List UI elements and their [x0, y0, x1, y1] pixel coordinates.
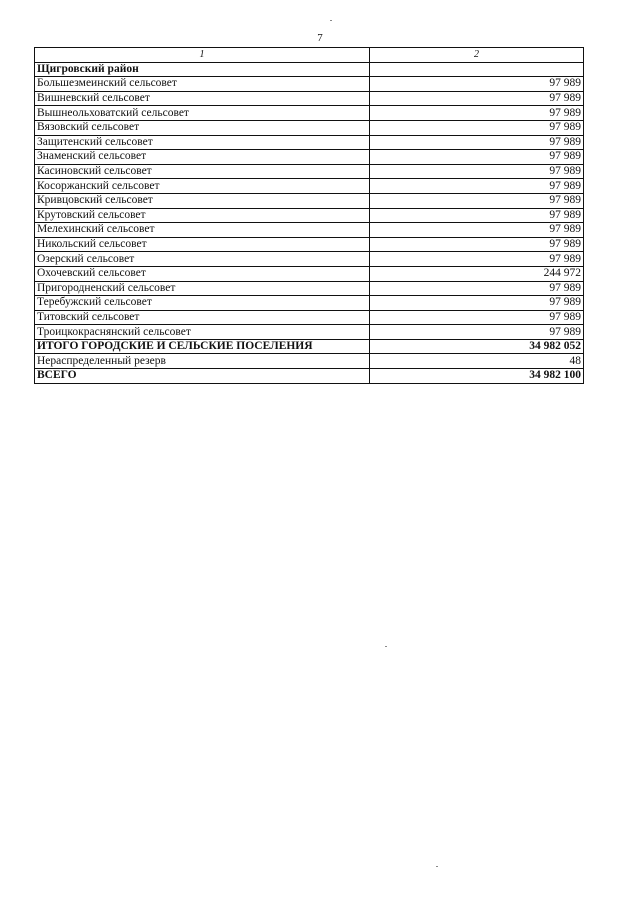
district-heading-row	[35, 62, 584, 77]
total-settlements-row-amount: 34 982 052	[370, 339, 584, 354]
reserve-row-amount: 48	[370, 354, 584, 369]
scan-speck	[330, 20, 332, 21]
table-body	[35, 48, 584, 384]
table-row	[35, 106, 584, 121]
table-row	[35, 164, 584, 179]
table-row-name: Защитенский сельсовет	[35, 135, 370, 150]
table-row-amount: 97 989	[370, 296, 584, 311]
reserve-row	[35, 354, 584, 369]
table-row	[35, 208, 584, 223]
table-row-name: Озерский сельсовет	[35, 252, 370, 267]
table-row-name: Титовский сельсовет	[35, 310, 370, 325]
scan-speck	[385, 646, 387, 647]
table-row-name: Касиновский сельсовет	[35, 164, 370, 179]
table-row-amount: 97 989	[370, 208, 584, 223]
grand-total-row	[35, 369, 584, 384]
table-row-name: Вязовский сельсовет	[35, 120, 370, 135]
table-row-name: Мелехинский сельсовет	[35, 223, 370, 238]
table-row-name: Крутовский сельсовет	[35, 208, 370, 223]
table-row	[35, 296, 584, 311]
table-row	[35, 77, 584, 92]
table-row	[35, 325, 584, 340]
table-row-name: Вишневский сельсовет	[35, 91, 370, 106]
table-row-name: Охочевский сельсовет	[35, 266, 370, 281]
table-row-amount: 244 972	[370, 266, 584, 281]
table-row-name: Теребужский сельсовет	[35, 296, 370, 311]
table-row	[35, 237, 584, 252]
column-number-1: 1	[35, 48, 370, 63]
table-row	[35, 252, 584, 267]
table-row	[35, 193, 584, 208]
table-row-name: Косоржанский сельсовет	[35, 179, 370, 194]
table-row-name: Никольский сельсовет	[35, 237, 370, 252]
table-row-name: Знаменский сельсовет	[35, 150, 370, 165]
table-row-amount: 97 989	[370, 252, 584, 267]
table-row	[35, 223, 584, 238]
scan-speck	[436, 866, 438, 867]
table-row-name: Вышнеольховатский сельсовет	[35, 106, 370, 121]
grand-total-row-amount: 34 982 100	[370, 369, 584, 384]
total-settlements-row-name: ИТОГО ГОРОДСКИЕ И СЕЛЬСКИЕ ПОСЕЛЕНИЯ	[35, 339, 370, 354]
reserve-row-name: Нераспределенный резерв	[35, 354, 370, 369]
page-number: 7	[317, 32, 323, 44]
table-row-amount: 97 989	[370, 77, 584, 92]
table-row-amount: 97 989	[370, 223, 584, 238]
column-number-row	[35, 48, 584, 63]
table-row-amount: 97 989	[370, 120, 584, 135]
district-heading-amount-cell	[370, 62, 584, 77]
table-row	[35, 266, 584, 281]
table-row-amount: 97 989	[370, 164, 584, 179]
allocation-table	[34, 47, 584, 384]
table-row	[35, 281, 584, 296]
grand-total-row-name: ВСЕГО	[35, 369, 370, 384]
table-row-name: Троицкокраснянский сельсовет	[35, 325, 370, 340]
district-heading: Щигровский район	[35, 62, 370, 77]
table-row-name: Большезмеинский сельсовет	[35, 77, 370, 92]
table-row-amount: 97 989	[370, 135, 584, 150]
table-row-amount: 97 989	[370, 310, 584, 325]
table-row	[35, 120, 584, 135]
table-row	[35, 135, 584, 150]
table-row-name: Пригородненский сельсовет	[35, 281, 370, 296]
table-row	[35, 310, 584, 325]
table-row-amount: 97 989	[370, 91, 584, 106]
table-row-name: Кривцовский сельсовет	[35, 193, 370, 208]
table-row	[35, 150, 584, 165]
table-row-amount: 97 989	[370, 150, 584, 165]
table-row	[35, 91, 584, 106]
table-row-amount: 97 989	[370, 325, 584, 340]
column-number-2: 2	[370, 48, 584, 63]
table-row-amount: 97 989	[370, 281, 584, 296]
table-row	[35, 179, 584, 194]
table-row-amount: 97 989	[370, 179, 584, 194]
table-row-amount: 97 989	[370, 237, 584, 252]
table-row-amount: 97 989	[370, 193, 584, 208]
table-row-amount: 97 989	[370, 106, 584, 121]
total-settlements-row	[35, 339, 584, 354]
